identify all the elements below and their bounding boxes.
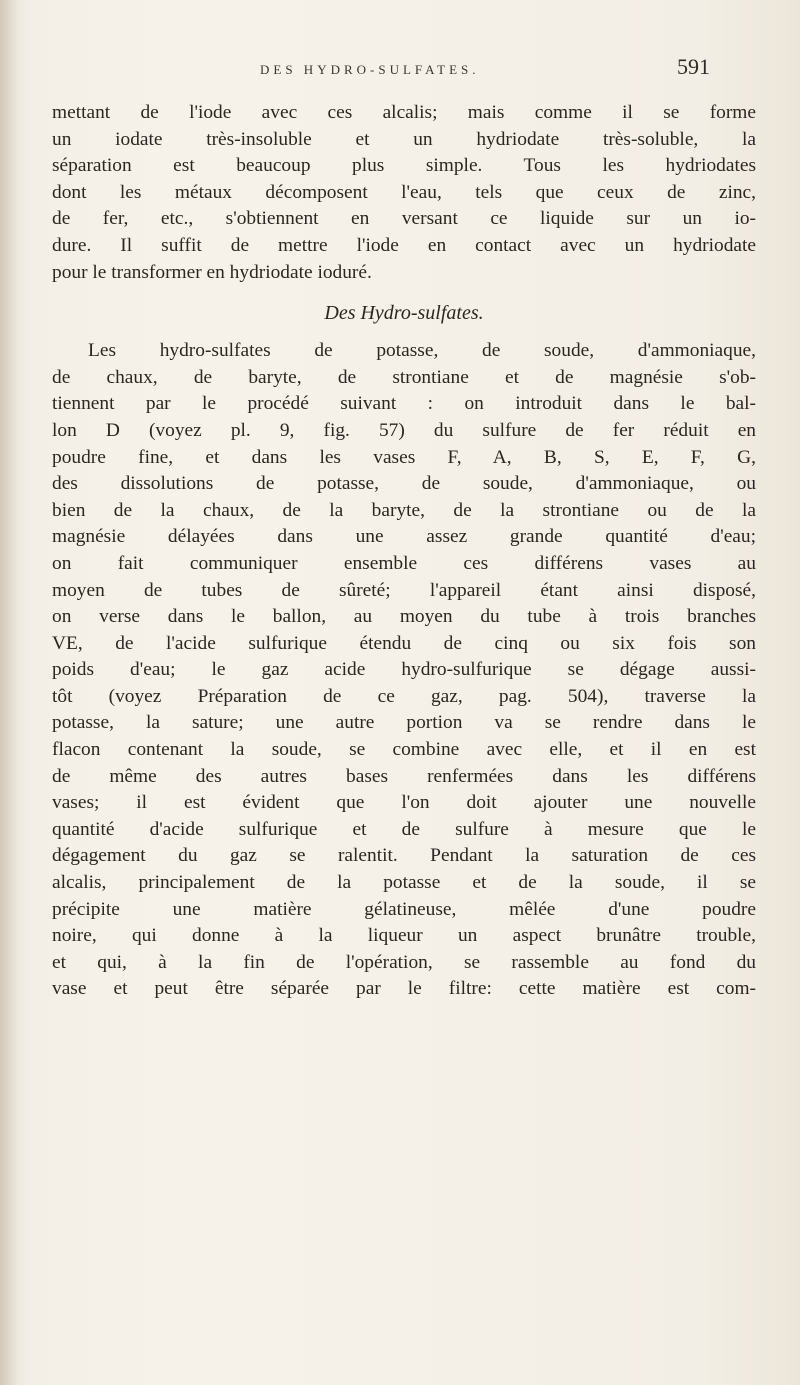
text-line: poids d'eau; le gaz acide hydro-sulfurique se dégage aussi- bbox=[52, 659, 756, 681]
running-head: DES HYDRO-SULFATES. bbox=[260, 62, 480, 77]
page-number: 591 bbox=[677, 54, 710, 79]
text-line: vase et peut être séparée par le filtre: cette matière est com- bbox=[52, 978, 756, 1000]
text-line: pour le transformer en hydriodate ioduré. bbox=[52, 261, 372, 283]
text-line: magnésie délayées dans une assez grande quantité d'eau; bbox=[52, 526, 756, 548]
text-line: de chaux, de baryte, de strontiane et de magnésie s'ob- bbox=[52, 366, 756, 388]
text-line: dégagement du gaz se ralentit. Pendant la saturation de ces bbox=[52, 845, 756, 867]
page-header bbox=[150, 54, 710, 94]
text-line: bien de la chaux, de la baryte, de la strontiane ou de la bbox=[52, 499, 756, 521]
text-line: de fer, etc., s'obtiennent en versant ce liquide sur un io- bbox=[52, 208, 756, 230]
text-line: on fait communiquer ensemble ces différens vases au bbox=[52, 552, 756, 574]
text-line: tiennent par le procédé suivant : on introduit dans le bal- bbox=[52, 393, 756, 415]
text-line: flacon contenant la soude, se combine avec elle, et il en est bbox=[52, 739, 756, 761]
text-line: des dissolutions de potasse, de soude, d'ammoniaque, ou bbox=[52, 473, 756, 495]
text-line: précipite une matière gélatineuse, mêlée d'une poudre bbox=[52, 898, 756, 920]
text-line: noire, qui donne à la liqueur un aspect brunâtre trouble, bbox=[52, 925, 756, 947]
text-line: VE, de l'acide sulfurique étendu de cinq ou six fois son bbox=[52, 632, 756, 654]
text-line: poudre fine, et dans les vases F, A, B, S, E, F, G, bbox=[52, 446, 756, 468]
section-heading: Des Hydro-sulfates. bbox=[324, 302, 484, 325]
text-line: dure. Il suffit de mettre l'iode en contact avec un hydriodate bbox=[52, 234, 756, 256]
text-line: tôt (voyez Préparation de ce gaz, pag. 504), traverse la bbox=[52, 685, 756, 707]
text-line: vases; il est évident que l'on doit ajouter une nouvelle bbox=[52, 792, 756, 814]
text-line: mettant de l'iode avec ces alcalis; mais comme il se forme bbox=[52, 102, 756, 123]
text-line: alcalis, principalement de la potasse et de la soude, il se bbox=[52, 872, 756, 894]
page-gutter-shadow bbox=[0, 0, 18, 1385]
text-line: quantité d'acide sulfurique et de sulfure à mesure que le bbox=[52, 818, 756, 840]
text-line: dont les métaux décomposent l'eau, tels que ceux de zinc, bbox=[52, 181, 756, 203]
text-line: on verse dans le ballon, au moyen du tube à trois branches bbox=[52, 606, 756, 628]
text-line: de même des autres bases renfermées dans les différens bbox=[52, 765, 756, 787]
text-line: moyen de tubes de sûreté; l'appareil étant ainsi disposé, bbox=[52, 579, 756, 601]
page-body bbox=[52, 100, 756, 1003]
text-line: et qui, à la fin de l'opération, se rassemble au fond du bbox=[52, 951, 756, 973]
text-line: séparation est beaucoup plus simple. Tous les hydriodates bbox=[52, 155, 756, 177]
text-line: Les hydro-sulfates de potasse, de soude, d'ammoniaque, bbox=[88, 340, 756, 362]
text-line: lon D (voyez pl. 9, fig. 57) du sulfure de fer réduit en bbox=[52, 419, 756, 441]
text-line: un iodate très-insoluble et un hydriodate très-soluble, la bbox=[52, 128, 756, 150]
text-line: potasse, la sature; une autre portion va se rendre dans le bbox=[52, 712, 756, 734]
